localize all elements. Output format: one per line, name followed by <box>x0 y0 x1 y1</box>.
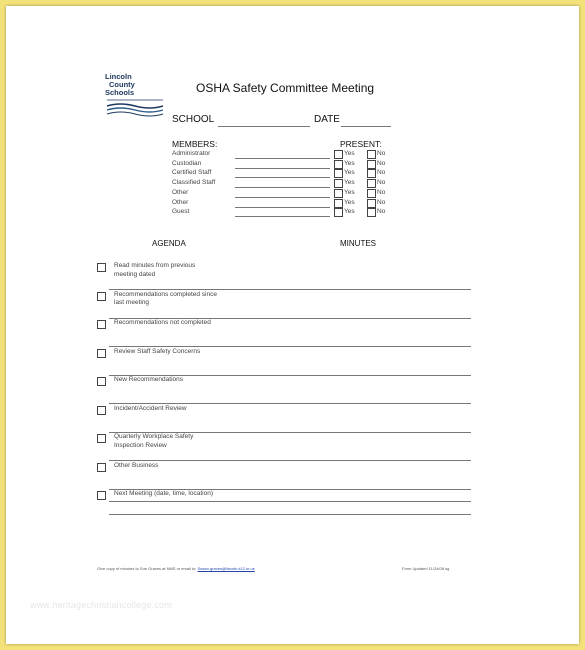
logo-line-3: Schools <box>105 88 135 97</box>
agenda-item-text <box>114 433 249 450</box>
minutes-line[interactable] <box>109 514 471 515</box>
agenda-item-text <box>114 376 249 385</box>
present-no-checkbox[interactable] <box>367 189 376 198</box>
footer-email-link[interactable]: Susan.graves@lincoln.k12.or.us <box>197 566 255 571</box>
present-yes-checkbox[interactable] <box>334 169 343 178</box>
agenda-checkbox[interactable] <box>97 349 106 358</box>
present-yes-checkbox[interactable] <box>334 199 343 208</box>
agenda-checkbox[interactable] <box>97 320 106 329</box>
agenda-item-text <box>114 462 249 471</box>
agenda-item-line-2: Inspection Review <box>114 441 167 449</box>
member-name: Guest <box>172 208 190 216</box>
date-label: DATE <box>314 114 340 125</box>
minutes-line[interactable] <box>109 501 471 502</box>
present-no-checkbox[interactable] <box>367 179 376 188</box>
member-name: Certified Staff <box>172 169 212 177</box>
agenda-checkbox[interactable] <box>97 377 106 386</box>
no-label: No <box>377 188 386 196</box>
agenda-checkbox[interactable] <box>97 463 106 472</box>
no-label: No <box>377 179 386 187</box>
member-signature-line[interactable] <box>235 216 330 217</box>
form-updated-note: Form Updated 11/24/08 sg <box>402 566 450 571</box>
form-title: OSHA Safety Committee Meeting <box>196 81 375 95</box>
agenda-item-line-1: Recommendations not completed <box>114 319 211 326</box>
school-logo <box>105 73 167 117</box>
agenda-item-text <box>114 405 249 414</box>
member-row <box>172 169 402 178</box>
member-row <box>172 150 402 159</box>
yes-label: Yes <box>344 198 355 206</box>
agenda-item-line-1: Quarterly Workplace Safety <box>114 433 194 440</box>
member-row <box>172 160 402 169</box>
agenda-checkbox[interactable] <box>97 292 106 301</box>
agenda-item-line-1: Incident/Accident Review <box>114 404 187 412</box>
agenda-heading: AGENDA <box>152 239 186 248</box>
member-name: Classified Staff <box>172 179 216 187</box>
member-name: Other <box>172 188 189 196</box>
no-label: No <box>377 169 386 177</box>
agenda-item-text <box>114 291 249 308</box>
no-label: No <box>377 208 386 216</box>
present-heading: PRESENT: <box>340 139 382 149</box>
school-field[interactable] <box>218 126 310 127</box>
yes-label: Yes <box>344 169 355 177</box>
present-yes-checkbox[interactable] <box>334 189 343 198</box>
minutes-heading: MINUTES <box>340 239 376 248</box>
wave-icon <box>105 97 167 117</box>
date-field[interactable] <box>341 126 391 127</box>
members-heading: MEMBERS: <box>172 139 218 149</box>
member-row <box>172 179 402 188</box>
member-row <box>172 189 402 198</box>
agenda-checkbox[interactable] <box>97 263 106 272</box>
present-no-checkbox[interactable] <box>367 169 376 178</box>
no-label: No <box>377 198 386 206</box>
logo-line-2: County <box>109 80 135 89</box>
agenda-item-text <box>114 490 249 499</box>
present-yes-checkbox[interactable] <box>334 179 343 188</box>
agenda-item-line-1: Review Staff Safety Concerns <box>114 347 201 355</box>
member-name: Custodian <box>172 159 202 167</box>
agenda-item-line-1: Recommendations completed since <box>114 290 217 298</box>
footer-text: Give copy of minutes to Sue Graves at NMS or email to: <box>97 566 197 571</box>
yes-label: Yes <box>344 188 355 196</box>
agenda-item-line-1: New Recommendations <box>114 376 184 383</box>
agenda-checkbox[interactable] <box>97 434 106 443</box>
member-name: Other <box>172 198 189 206</box>
agenda-item-line-2: meeting dated <box>114 270 156 278</box>
present-no-checkbox[interactable] <box>367 208 376 217</box>
agenda-item-text <box>114 262 249 279</box>
agenda-item-text <box>114 348 249 357</box>
present-yes-checkbox[interactable] <box>334 150 343 159</box>
footer-note <box>97 566 255 571</box>
no-label: No <box>377 150 386 157</box>
present-no-checkbox[interactable] <box>367 199 376 208</box>
yes-label: Yes <box>344 150 355 157</box>
logo-line-1: Lincoln <box>105 72 132 81</box>
member-row <box>172 208 402 217</box>
agenda-checkbox[interactable] <box>97 406 106 415</box>
agenda-checkbox[interactable] <box>97 491 106 500</box>
yes-label: Yes <box>344 208 355 216</box>
school-label: SCHOOL <box>172 114 215 125</box>
form-page <box>6 6 579 644</box>
present-yes-checkbox[interactable] <box>334 160 343 169</box>
yes-label: Yes <box>344 159 355 167</box>
member-row <box>172 199 402 208</box>
present-yes-checkbox[interactable] <box>334 208 343 217</box>
no-label: No <box>377 159 386 167</box>
agenda-item-line-1: Read minutes from previous <box>114 262 196 269</box>
watermark: www.heritagechristiancollege.com <box>30 600 172 610</box>
yes-label: Yes <box>344 179 355 187</box>
agenda-item-line-2: last meeting <box>114 299 150 306</box>
member-name: Administrator <box>172 150 211 157</box>
agenda-item-line-1: Next Meeting (date, time, location) <box>114 490 213 497</box>
present-no-checkbox[interactable] <box>367 150 376 159</box>
agenda-item-line-1: Other Business <box>114 461 159 469</box>
agenda-item-text <box>114 319 249 328</box>
present-no-checkbox[interactable] <box>367 160 376 169</box>
